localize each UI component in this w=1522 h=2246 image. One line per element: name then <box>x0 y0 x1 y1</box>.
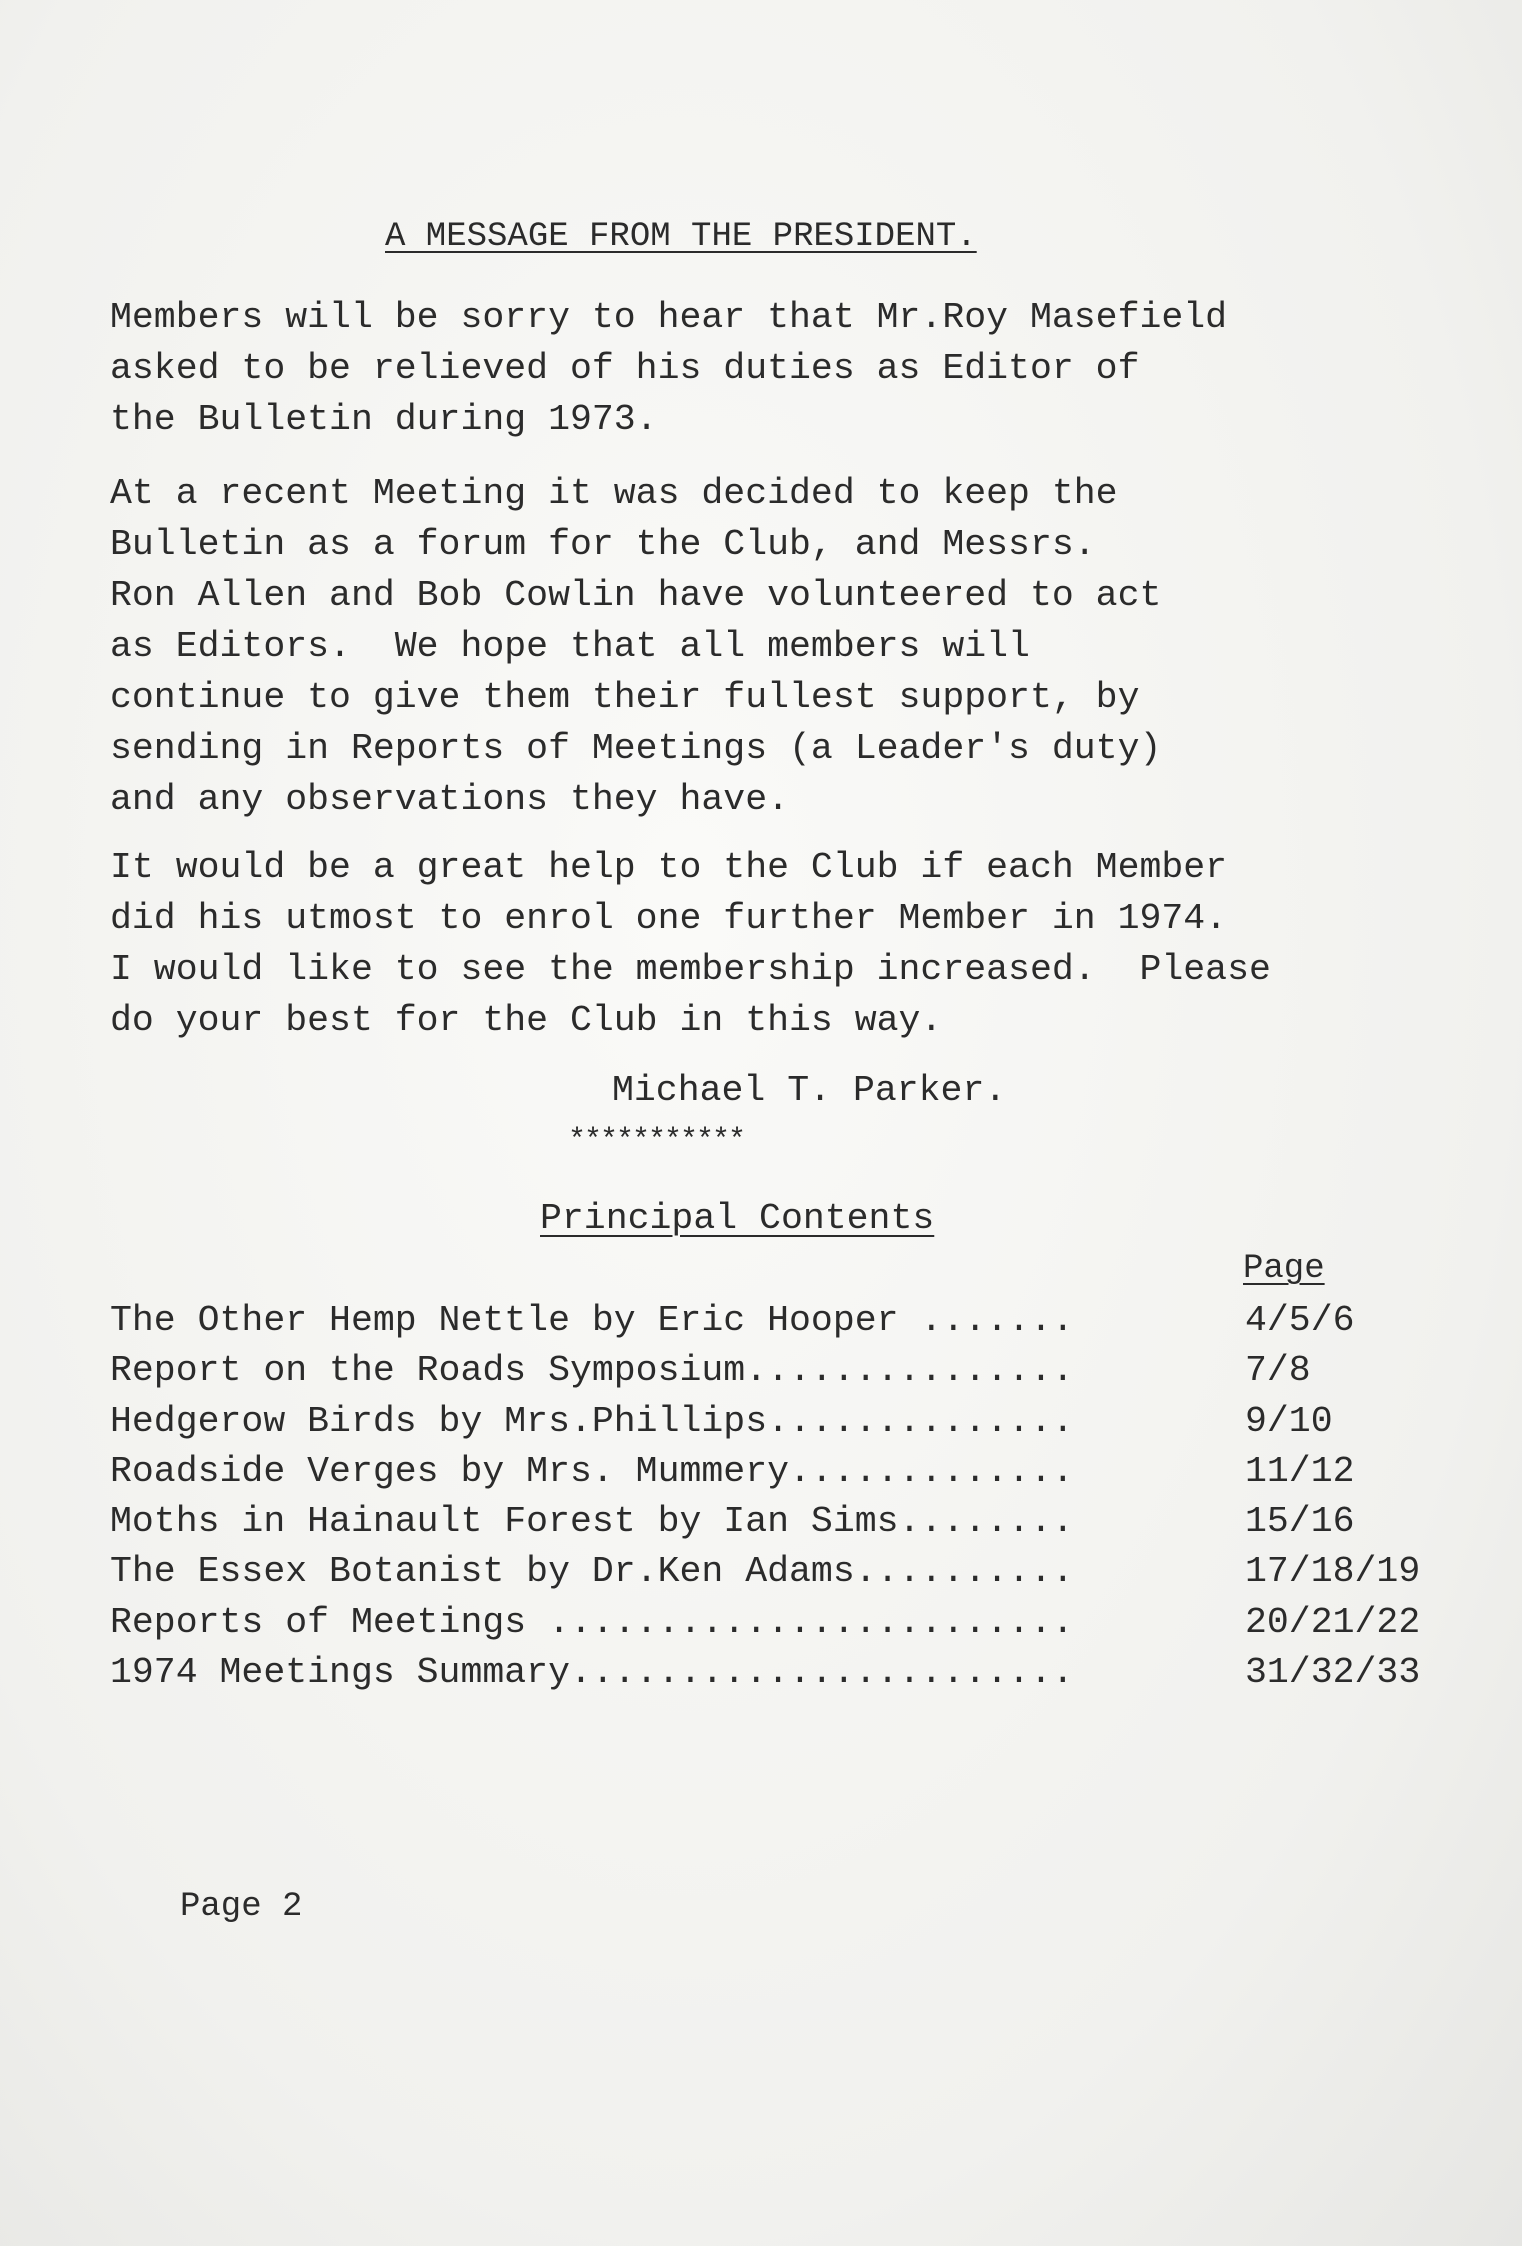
contents-item <box>110 1547 1470 1597</box>
contents-item <box>110 1296 1470 1346</box>
separator-stars: *********** <box>568 1124 745 1158</box>
contents-list <box>110 1296 1470 1698</box>
contents-item-pages: 15/16 <box>1245 1501 1355 1543</box>
contents-item-title: The Essex Botanist by Dr.Ken Adams.......... <box>110 1551 1074 1593</box>
contents-item-pages: 4/5/6 <box>1245 1300 1355 1341</box>
contents-item-title: Moths in Hainault Forest by Ian Sims........ <box>110 1501 1074 1543</box>
contents-item-pages: 20/21/22 <box>1245 1601 1421 1643</box>
contents-item <box>110 1397 1470 1447</box>
message-paragraph-3: It would be a great help to the Club if each Member did his utmost to enrol one further Member in 1974. I would like to see the membership increased. Please do your best for the Club in this way. <box>110 847 1271 1041</box>
contents-item <box>110 1346 1470 1396</box>
contents-item <box>110 1497 1470 1547</box>
contents-item <box>110 1598 1470 1648</box>
message-title: A MESSAGE FROM THE PRESIDENT. <box>385 218 977 256</box>
contents-item-title: 1974 Meetings Summary....................... <box>110 1652 1074 1694</box>
contents-item-pages: 31/32/33 <box>1245 1652 1421 1694</box>
contents-item <box>110 1447 1470 1497</box>
contents-page-header: Page <box>1243 1250 1325 1288</box>
contents-item-title: Report on the Roads Symposium............... <box>110 1350 1074 1392</box>
contents-item-title: Hedgerow Birds by Mrs.Phillips.............. <box>110 1400 1074 1442</box>
contents-item-pages: 7/8 <box>1245 1350 1311 1392</box>
contents-item-title: Reports of Meetings ........................ <box>110 1601 1074 1643</box>
contents-item-title: Roadside Verges by Mrs. Mummery............. <box>110 1450 1074 1492</box>
contents-item-pages: 17/18/19 <box>1245 1551 1421 1593</box>
contents-item-pages: 9/10 <box>1245 1400 1333 1442</box>
contents-title: Principal Contents <box>540 1198 935 1239</box>
contents-item-title: The Other Hemp Nettle by Eric Hooper ....... <box>110 1300 1074 1341</box>
contents-item <box>110 1648 1470 1698</box>
contents-item-pages: 11/12 <box>1245 1450 1355 1492</box>
page-number: Page 2 <box>180 1888 303 1926</box>
message-paragraph-1: Members will be sorry to hear that Mr.Roy Masefield asked to be relieved of his duties as Editor of the Bulletin during 1973. <box>110 297 1228 440</box>
president-signature: Michael T. Parker. <box>612 1070 1007 1111</box>
message-paragraph-2: At a recent Meeting it was decided to keep the Bulletin as a forum for the Club, and Messrs. Ron Allen and Bob Cowlin have volunteered to act as Editors. We hope that all members will continue to give them their fullest support, by sending in Reports of Meetings (a Leader's duty) and any observations they have. <box>110 473 1162 820</box>
